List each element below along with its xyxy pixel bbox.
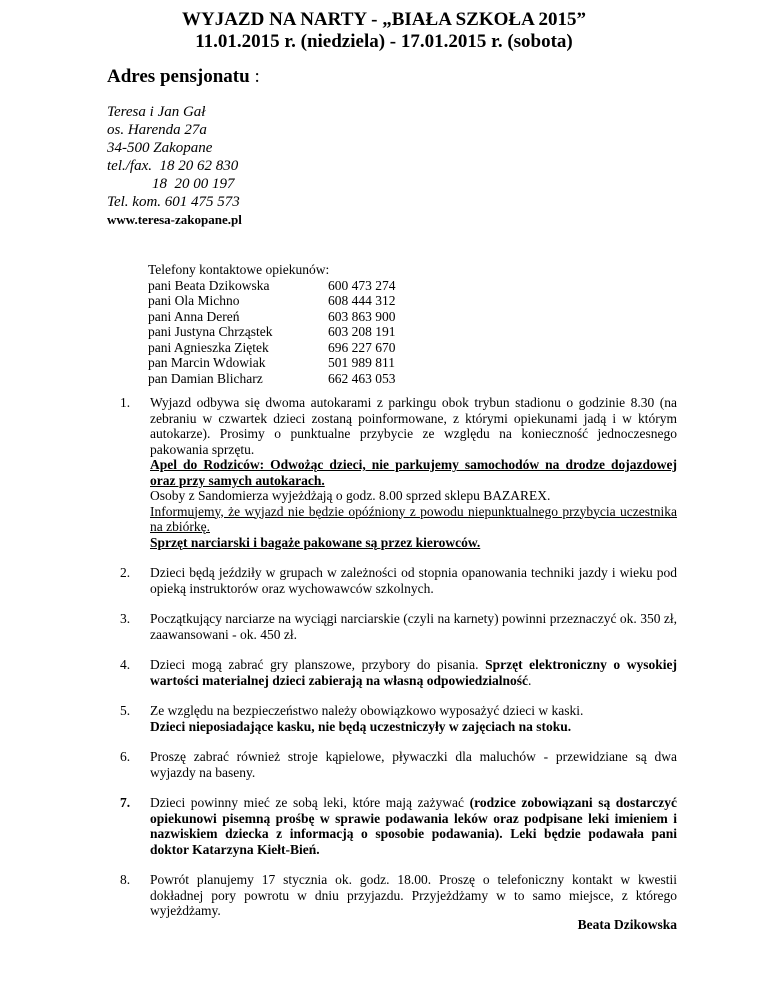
contact-phone: 603 863 900 xyxy=(328,308,396,324)
contact-row xyxy=(148,371,428,387)
document-title: WYJAZD NA NARTY - „BIAŁA SZKOŁA 2015” xyxy=(181,9,587,30)
address-line: 18 20 00 197 xyxy=(107,176,235,192)
item-number: 7. xyxy=(120,795,131,810)
contact-name: pan Marcin Wdowiak xyxy=(148,355,266,370)
item-number: 8. xyxy=(120,872,131,887)
item-number: 6. xyxy=(120,749,131,764)
contact-row xyxy=(148,293,428,309)
parents-appeal: Apel do Rodziców: Odwożąc dzieci, nie parkujemy samochodów na drodze dojazdowej oraz przy samych autokarach. xyxy=(150,457,677,488)
contact-phone: 696 227 670 xyxy=(328,339,396,355)
contact-name: pani Anna Dereń xyxy=(148,308,240,324)
contact-phone: 600 473 274 xyxy=(328,277,396,293)
document-dates: 11.01.2015 r. (niedziela) - 17.01.2015 r. (sobota) xyxy=(195,31,573,52)
item-text: Wyjazd odbywa się dwoma autokarami z parkingu obok trybun stadionu o godzinie 8.30 (na zebraniu w czwartek dzieci zostaną poinformowane, z którymi opiekunami jadą i w którym autokarze). Prosimy o punktualne przybycie ze względu na konieczność jednoczesnego pakowania sprzętu. Apel do Rodziców: Odwożąc dzieci, nie parkujemy samochodów na drodze dojazdowej oraz przy samych autokarach. Osoby z Sandomierza wyjeżdżają o godz. 8.00 sprzed sklepu BAZAREX. Informujemy, że wyjazd nie będzie opóźniony z powodu niepunktualnego przybycia uczestnika na zbiórkę. Sprzęt narciarski i bagaże pakowane są przez kierowców. xyxy=(150,395,677,550)
item-text: Ze względu na bezpieczeństwo należy obowiązkowo wyposażyć dzieci w kaski. Dzieci nieposiadające kasku, nie będą uczestniczyły w zajęciach na stoku. xyxy=(150,703,584,734)
list-item xyxy=(120,703,677,734)
item-number: 1. xyxy=(120,395,131,410)
address-heading: Adres pensjonatu : xyxy=(107,66,260,87)
website-link[interactable]: www.teresa-zakopane.pl xyxy=(107,212,242,227)
punctuality-note: Informujemy, że wyjazd nie będzie opóźniony z powodu niepunktualnego przybycia uczestnika na zbiórkę. xyxy=(150,503,677,534)
item-text: Dzieci będą jeździły w grupach w zależności od stopnia opanowania techniki jazdy i wieku pod opieką instruktorów oraz wychowawców szkolnych. xyxy=(150,565,677,596)
item-number: 2. xyxy=(120,565,131,580)
contact-row xyxy=(148,355,428,371)
contact-row xyxy=(148,324,428,340)
contact-name: pani Ola Michno xyxy=(148,293,240,308)
address-line: 34-500 Zakopane xyxy=(107,140,213,156)
item-text: Dzieci powinny mieć ze sobą leki, które mają zażywać (rodzice zobowiązani są dostarczyć opiekunowi pisemną prośbę w sprawie podawania leków oraz podpisane leki imieniem i nazwiskiem dziecka z informacją o sposobie podawania). Leki będzie podawała pani doktor Katarzyna Kiełt-Bień. xyxy=(150,795,678,857)
item-number: 5. xyxy=(120,703,131,718)
address-line: Teresa i Jan Gał xyxy=(107,104,206,120)
contact-phone: 662 463 053 xyxy=(328,370,396,386)
list-item xyxy=(120,565,677,596)
contact-name: pani Agnieszka Ziętek xyxy=(148,339,269,355)
address-block xyxy=(107,103,242,229)
address-line: os. Harenda 27a xyxy=(107,122,207,138)
item-text: Powrót planujemy 17 stycznia ok. godz. 18.00. Proszę o telefoniczny kontakt w kwestii dokładnej pory powrotu w dniu przyjazdu. Przyjeżdżamy w to samo miejsce, z którego wyjeżdżamy. xyxy=(150,872,677,918)
contacts-heading: Telefony kontaktowe opiekunów: xyxy=(148,262,330,277)
contact-row xyxy=(148,340,428,356)
item-number: 3. xyxy=(120,611,131,626)
list-item xyxy=(120,395,677,550)
luggage-note: Sprzęt narciarski i bagaże pakowane są przez kierowców. xyxy=(150,534,481,550)
address-line: tel./fax. 18 20 62 830 xyxy=(107,158,239,174)
contact-phone: 608 444 312 xyxy=(328,293,396,308)
item-number: 4. xyxy=(120,657,131,672)
item-text: Dzieci mogą zabrać gry planszowe, przybory do pisania. Sprzęt elektroniczny o wysokiej wartości materialnej dzieci zabierają na własną odpowiedzialność. xyxy=(150,657,677,688)
contact-name: pani Justyna Chrząstek xyxy=(148,324,273,339)
list-item xyxy=(120,611,677,642)
contact-name: pan Damian Blicharz xyxy=(148,370,263,386)
signature: Beata Dzikowska xyxy=(577,917,677,932)
item-text: Proszę zabrać również stroje kąpielowe, pływaczki dla maluchów - przewidziane są dwa wyjazdy na baseny. xyxy=(150,749,677,780)
address-line: Tel. kom. 601 475 573 xyxy=(107,194,240,210)
contact-name: pani Beata Dzikowska xyxy=(148,277,270,293)
list-item xyxy=(120,657,677,688)
instructions-list xyxy=(120,395,677,934)
contact-phone: 501 989 811 xyxy=(328,355,395,370)
contacts-list xyxy=(148,262,428,386)
list-item xyxy=(120,795,677,857)
list-item xyxy=(120,872,677,919)
list-item xyxy=(120,749,677,780)
item-text: Początkujący narciarze na wyciągi narciarskie (czyli na karnety) powinni przeznaczyć ok. 350 zł, zaawansowani - ok. 450 zł. xyxy=(150,611,677,642)
contact-row xyxy=(148,309,428,325)
contact-phone: 603 208 191 xyxy=(328,324,396,339)
contact-row xyxy=(148,278,428,294)
